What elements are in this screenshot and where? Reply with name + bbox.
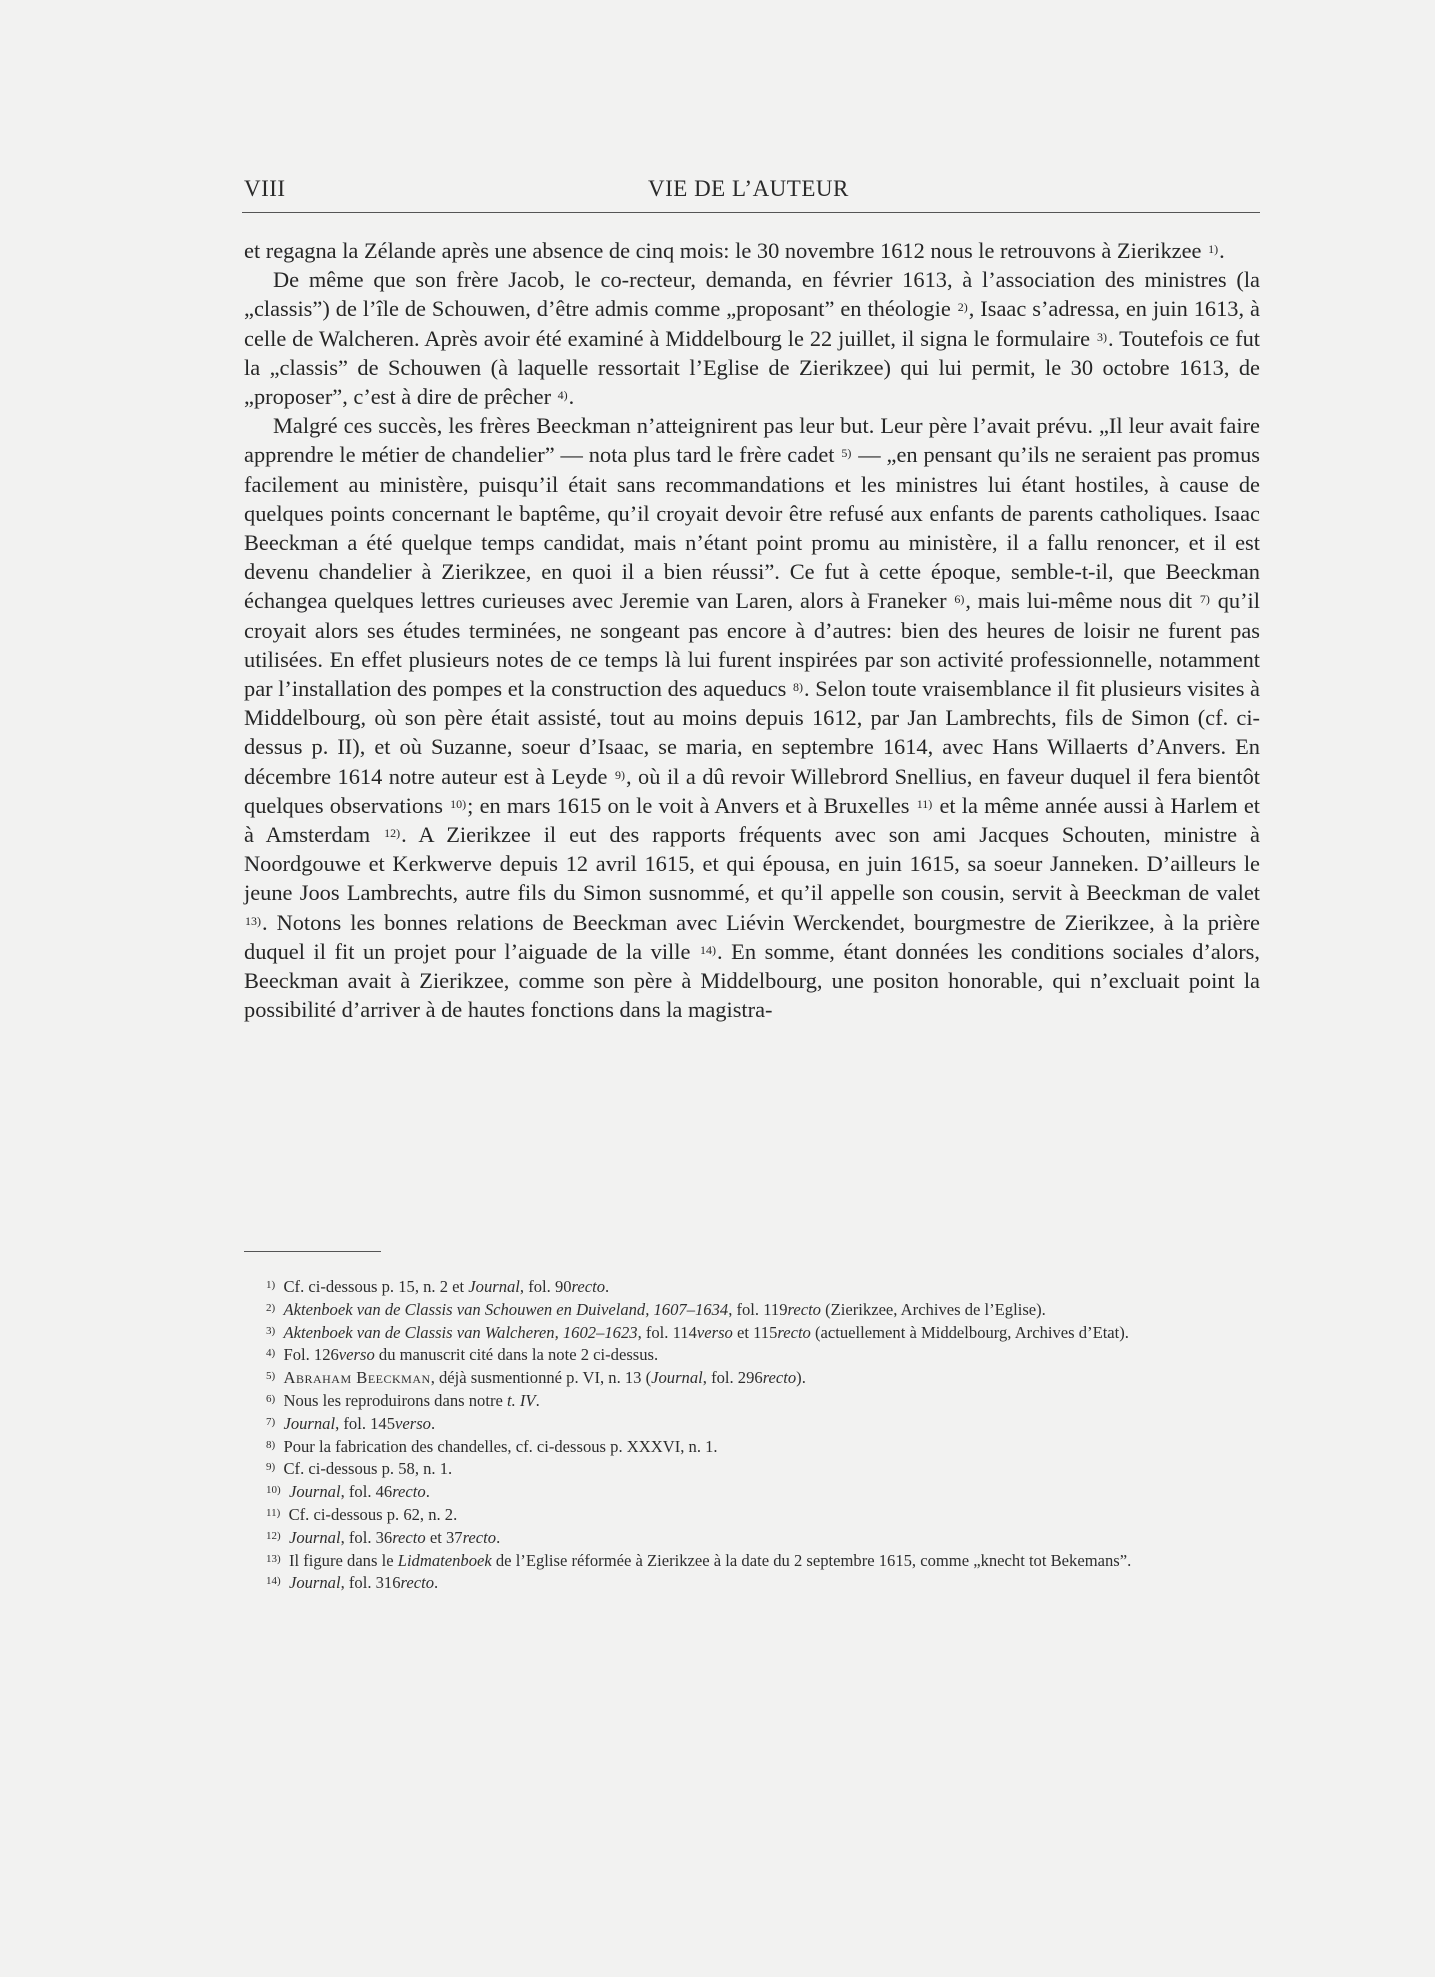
footnote-reference: 13) (245, 913, 261, 928)
footnote (244, 1504, 1260, 1527)
italic-run: Journal (288, 1573, 341, 1593)
text-run: , fol. 36 (340, 1527, 393, 1547)
footnote-number: 11) (266, 1506, 281, 1519)
footnote-reference: 11) (916, 796, 933, 811)
text-run: . (605, 1277, 610, 1296)
footnote-reference: 9) (614, 767, 625, 782)
footnote-number: 2) (266, 1301, 276, 1314)
footnote-reference: 10) (450, 796, 467, 811)
text-run: Cf. ci-dessous p. 15, n. 2 et (283, 1277, 469, 1296)
text-run: . (434, 1573, 439, 1593)
footnote (244, 1322, 1260, 1345)
text-run: . (1219, 238, 1225, 263)
text-run: , fol. 114 (637, 1322, 697, 1342)
footnote-number: 10) (266, 1484, 281, 1497)
footnote (244, 1344, 1260, 1367)
running-title: VIE DE L’AUTEUR (648, 176, 849, 201)
footnote-number: 8) (266, 1438, 276, 1451)
text-run: . Selon toute vraisemblance il fit plusieurs visites à Middelbourg, où son père était assisté, tout au moins depuis 1612, par Jan Lambrechts, fils de Simon (cf. ci-dessus p. II), et où Suzanne, soeur d’Isaac, se maria, en septembre 1614, avec Hans Willaerts d’Anvers. En décembre 1614 notre auteur est à Leyde (244, 676, 1260, 789)
italic-run: recto (787, 1299, 821, 1319)
text-run: de l’Eglise réformée à Zierikzee à la date du 2 septembre 1615, comme „knecht tot Bekemans”. (491, 1550, 1132, 1570)
footnote-reference: 2) (957, 300, 968, 315)
text-run: et la même année aussi à Harlem et à Amsterdam (244, 792, 1261, 848)
italic-run: Aktenboek van de Classis van Walcheren, 1602–1623 (283, 1322, 638, 1342)
italic-run: Lidmatenboek (397, 1550, 492, 1570)
text-run: , mais lui-même nous dit (965, 588, 1199, 614)
text-run: Fol. 126 (283, 1345, 339, 1365)
italic-run: recto (571, 1277, 606, 1296)
text-run: . (430, 1413, 436, 1433)
text-run: , fol. 119 (728, 1299, 788, 1319)
italic-run: Journal (283, 1413, 336, 1433)
footnote-number: 9) (266, 1461, 276, 1474)
footnote-reference: 1) (1208, 242, 1219, 256)
italic-run: recto (400, 1573, 434, 1593)
footnotes (244, 1276, 1260, 1595)
italic-run: Aktenboek van de Classis van Schouwen en Duiveland, 1607–1634 (283, 1299, 729, 1319)
footnote-number: 1) (266, 1279, 276, 1291)
text-run: . (496, 1527, 501, 1547)
text-run: Il figure dans le (288, 1550, 398, 1570)
text-run: du manuscrit cité dans la note 2 ci-dessus. (374, 1345, 659, 1365)
text-run: . Toutefois ce fut la „classis” de Schouwen (à laquelle ressortait l’Eglise de Zierikzee) qui lui permit, le 30 octobre 1613, de „proposer”, c’est à dire de prêcher (244, 325, 1260, 410)
footnote (244, 1481, 1260, 1504)
text-run: , déjà susmentionné p. VI, n. 13 ( (430, 1368, 652, 1388)
footnote-number: 4) (266, 1347, 276, 1360)
text-run: Cf. ci-dessous p. 58, n. 1. (283, 1459, 453, 1479)
page-number: VIII (244, 176, 286, 201)
footnote-separator (244, 1251, 381, 1252)
text-run: ; en mars 1615 on le voit à Anvers et à Bruxelles (467, 792, 916, 818)
text-run: , Isaac s’adressa, en juin 1613, à celle de Walcheren. Après avoir été examiné à Middelbourg le 22 juillet, il signa le formulaire (244, 296, 1260, 351)
footnote-number: 14) (266, 1575, 281, 1588)
footnote-reference: 3) (1097, 329, 1108, 344)
text-run: , où il a dû revoir Willebrord Snellius, en faveur duquel il fera bientôt quelques observations (244, 763, 1260, 818)
italic-run: recto (762, 1368, 797, 1388)
text-run: Malgré ces succès, les frères Beeckman n’atteignirent pas leur but. Leur père l’avait prévu. „Il leur avait faire apprendre le métier de chandelier” — nota plus tard le frère cadet (244, 413, 1260, 468)
footnote-number: 7) (266, 1415, 276, 1428)
footnote (244, 1413, 1260, 1436)
italic-run: Journal (288, 1482, 341, 1502)
italic-run: verso (395, 1413, 431, 1433)
small-caps-run: Abraham Beeckman (283, 1368, 431, 1388)
italic-run: Journal (288, 1527, 341, 1547)
text-run: et regagna la Zélande après une absence de cinq mois: le 30 novembre 1612 nous le retrouvons à Zierikzee (244, 238, 1208, 263)
text-run: . (568, 384, 575, 410)
text-run: et 115 (732, 1322, 778, 1342)
text-run: . (425, 1482, 430, 1502)
text-run: qu’il croyait alors ses études terminées, ne songeant pas encore à d’autres: bien des heures de loisir ne furent pas utilisées. En effet plusieurs notes de ce temps là lui furent inspirées par son activité professionnelle, notamment par l’installation des pompes et la construction des aqueducs (244, 588, 1260, 702)
footnote (244, 1572, 1260, 1595)
italic-run: recto (462, 1527, 497, 1547)
paragraph (244, 411, 1260, 1024)
text-run: et 37 (425, 1527, 463, 1547)
text-run: (Zierikzee, Archives de l’Eglise). (820, 1299, 1046, 1319)
italic-run: recto (392, 1527, 426, 1547)
text-run: . En somme, étant données les conditions sociales d’alors, Beeckman avait à Zierikzee, comme son père à Middelbourg, une positon honorable, qui n’excluait point la possibilité d’arriver à de hautes fonctions dans la magistra- (244, 938, 1260, 1023)
footnote-reference: 7) (1199, 592, 1210, 607)
italic-run: verso (696, 1322, 733, 1342)
text-run: Pour la fabrication des chandelles, cf. ci-dessous p. XXXVI, n. 1. (283, 1436, 718, 1456)
paragraph (244, 236, 1260, 265)
footnote-number: 12) (266, 1529, 281, 1542)
text-run: (actuellement à Middelbourg, Archives d’Etat). (810, 1322, 1129, 1342)
italic-run: recto (392, 1482, 426, 1502)
text-run: . (535, 1390, 540, 1410)
text-run: , fol. 46 (340, 1482, 393, 1502)
italic-run: t. IV (506, 1390, 536, 1410)
footnote-reference: 14) (700, 942, 716, 957)
running-header (242, 172, 1260, 212)
footnote-number: 5) (266, 1370, 276, 1383)
footnote (244, 1436, 1260, 1459)
text-run: Nous les reproduirons dans notre (283, 1390, 507, 1410)
footnote-number: 13) (266, 1552, 281, 1565)
footnote-number: 6) (266, 1392, 276, 1405)
text-run: , fol. 316 (340, 1573, 401, 1593)
footnote (244, 1367, 1260, 1390)
footnote (244, 1299, 1260, 1322)
text-run: De même que son frère Jacob, le co-recteur, demanda, en février 1613, à l’association des ministres (la „classis”) de l’île de Schouwen, d’être admis comme „proposant” en théologie (244, 267, 1260, 322)
footnote (244, 1390, 1260, 1413)
italic-run: recto (777, 1322, 811, 1342)
paragraph (244, 265, 1260, 411)
footnote (244, 1458, 1260, 1481)
text-run: — „en pensant qu’ils ne seraient pas promus facilement au ministère, puisqu’il était sans recommandations et les ministres lui étant hostiles, à cause de quelques points concernant le baptême, qu’il croyait devoir être refusé aux enfants de parents catholiques. Isaac Beeckman a été quelque temps candidat, mais n’étant point promu au ministère, il a fallu renoncer, et il est devenu chandelier à Zierikzee, en quoi il a bien réussi”. Ce fut à cette époque, semble-t-il, que Beeckman échangea quelques lettres curieuses avec Jeremie van Laren, alors à Franeker (244, 442, 1261, 614)
text-run: , fol. 145 (335, 1413, 396, 1433)
text-run: . Notons les bonnes relations de Beeckman avec Liévin Werckendet, bourgmestre de Zierikzee, à la prière duquel il fit un projet pour l’aiguade de la ville (244, 909, 1260, 964)
text-run: Cf. ci-dessous p. 62, n. 2. (288, 1504, 458, 1524)
italic-run: Journal (651, 1368, 703, 1388)
footnote-number: 3) (266, 1324, 276, 1337)
italic-run: verso (338, 1345, 375, 1365)
text-run: , fol. 296 (702, 1368, 763, 1388)
footnote (244, 1527, 1260, 1550)
text-run: ). (796, 1368, 806, 1388)
text-run: . A Zierikzee il eut des rapports fréquents avec son ami Jacques Schouten, ministre à Noordgouwe et Kerkwerve depuis 12 avril 1615, et qui épousa, en juin 1615, sa soeur Janneken. D’ailleurs le jeune Joos Lambrechts, autre fils du Simon susnommé, et qu’il appelle son cousin, servit à Beeckman de valet (244, 822, 1260, 906)
footnote-reference: 12) (384, 826, 401, 841)
footnote-reference: 8) (793, 680, 804, 695)
footnote (244, 1276, 1260, 1299)
main-text (244, 236, 1260, 1024)
footnote-reference: 5) (841, 446, 852, 461)
footnote (244, 1550, 1260, 1573)
text-run: , fol. 90 (519, 1277, 572, 1296)
footnote-reference: 4) (557, 388, 568, 403)
footnote-reference: 6) (954, 592, 965, 607)
header-rule (242, 212, 1260, 213)
italic-run: Journal (468, 1277, 520, 1296)
